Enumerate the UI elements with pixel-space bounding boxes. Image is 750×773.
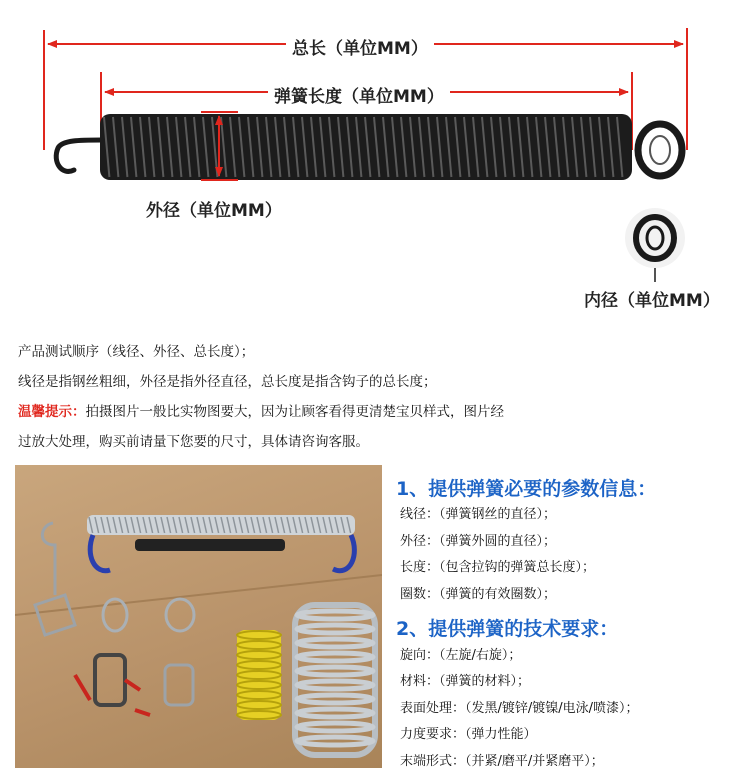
definition-note: 线径是指钢丝粗细，外径是指外径直径，总长度是指含钩子的总长度； (18, 374, 437, 390)
param-coil-count: 圈数：（弹簧的有效圈数）； (400, 587, 557, 602)
warm-tip-text: 拍摄图片一般比实物图要大，因为让顾客看得更清楚宝贝样式，图片经 (85, 404, 504, 420)
req-force: 力度要求：（弹力性能） (400, 727, 537, 742)
inner-diameter-coil (625, 208, 685, 282)
req-end-form: 末端形式：（并紧/磨平/并紧磨平）； (400, 754, 604, 769)
section2-title: 2、提供弹簧的技术要求： (396, 618, 619, 640)
total-length-label: 总长（单位MM） (286, 34, 434, 59)
param-wire-diameter: 线径：（弹簧钢丝的直径）； (400, 507, 557, 522)
req-material: 材料：（弹簧的材料）； (400, 674, 531, 689)
spring-samples-illustration (15, 465, 382, 768)
req-winding-direction: 旋向：（左旋/右旋）； (400, 648, 522, 663)
test-order-note: 产品测试顺序（线径、外径、总长度）； (18, 344, 255, 360)
warm-tip-prefix: 温馨提示： (18, 404, 86, 420)
param-outer-diameter: 外径：（弹簧外圆的直径）； (400, 534, 557, 549)
req-surface-treatment: 表面处理：（发黑/镀锌/镀镍/电泳/喷漆）； (400, 701, 639, 716)
warm-tip-continued: 过放大处理，购买前请量下您要的尺寸，具体请咨询客服。 (18, 434, 369, 450)
warm-tip-note (18, 400, 504, 420)
param-length: 长度：（包含拉钩的弹簧总长度）； (400, 560, 596, 575)
section1-title: 1、提供弹簧必要的参数信息： (396, 478, 657, 500)
extension-spring (56, 114, 682, 180)
inner-diameter-label: 内径（单位MM） (578, 286, 726, 311)
spring-length-label: 弹簧长度（单位MM） (268, 82, 450, 107)
outer-diameter-label: 外径（单位MM） (140, 196, 288, 221)
spring-samples-photo (15, 465, 382, 768)
